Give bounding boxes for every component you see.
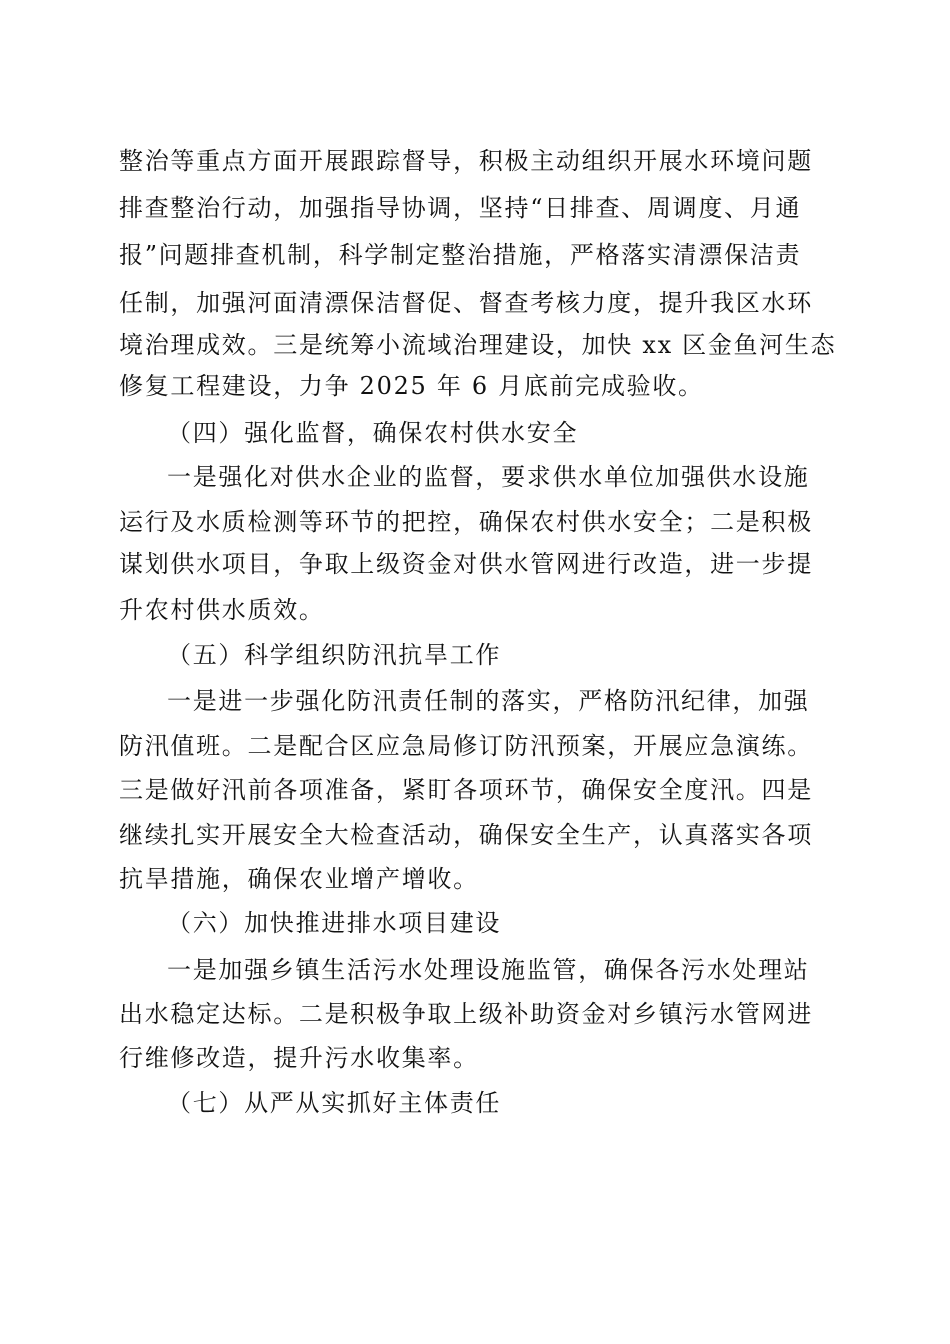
paragraph-line: 升农村供水质效。 (119, 596, 325, 624)
paragraph-line: 一是加强乡镇生活污水处理设施监管，确保各污水处理站 (167, 956, 810, 984)
paragraph-line: 一是强化对供水企业的监督，要求供水单位加强供水设施 (167, 463, 810, 491)
section-heading: （四）强化监督，确保农村供水安全 (167, 419, 579, 447)
paragraph-line: 防汛值班。二是配合区应急局修订防汛预案，开展应急演练。 (119, 732, 813, 760)
paragraph-line: 排查整治行动，加强指导协调，坚持“日排查、周调度、月通 (119, 194, 802, 222)
paragraph-line: 谋划供水项目，争取上级资金对供水管网进行改造，进一步提 (119, 550, 813, 578)
paragraph-line: 一是进一步强化防汛责任制的落实，严格防汛纪律，加强 (167, 687, 810, 715)
section-heading: （五）科学组织防汛抗旱工作 (167, 641, 502, 669)
paragraph-line: 整治等重点方面开展跟踪督导，积极主动组织开展水环境问题 (119, 147, 813, 175)
paragraph-line: 报”问题排查机制，科学制定整治措施，严格落实清漂保洁责 (119, 241, 802, 269)
paragraph-line: 运行及水质检测等环节的把控，确保农村供水安全；二是积极 (119, 508, 813, 536)
section-heading: （七）从严从实抓好主体责任 (167, 1089, 502, 1117)
paragraph-line: 境治理成效。三是统筹小流域治理建设，加快 xx 区金鱼河生态 (119, 331, 837, 359)
paragraph-line: 三是做好汛前各项准备，紧盯各项环节，确保安全度汛。四是 (119, 776, 813, 804)
paragraph-line: 行维修改造，提升污水收集率。 (119, 1044, 479, 1072)
paragraph-line: 任制，加强河面清漂保洁督促、督查考核力度，提升我区水环 (119, 289, 813, 317)
paragraph-line: 修复工程建设，力争 2025 年 6 月底前完成验收。 (119, 372, 704, 400)
paragraph-line: 抗旱措施，确保农业增产增收。 (119, 865, 479, 893)
section-heading: （六）加快推进排水项目建设 (167, 909, 502, 937)
paragraph-line: 继续扎实开展安全大检查活动，确保安全生产，认真落实各项 (119, 821, 813, 849)
paragraph-line: 出水稳定达标。二是积极争取上级补助资金对乡镇污水管网进 (119, 1000, 813, 1028)
